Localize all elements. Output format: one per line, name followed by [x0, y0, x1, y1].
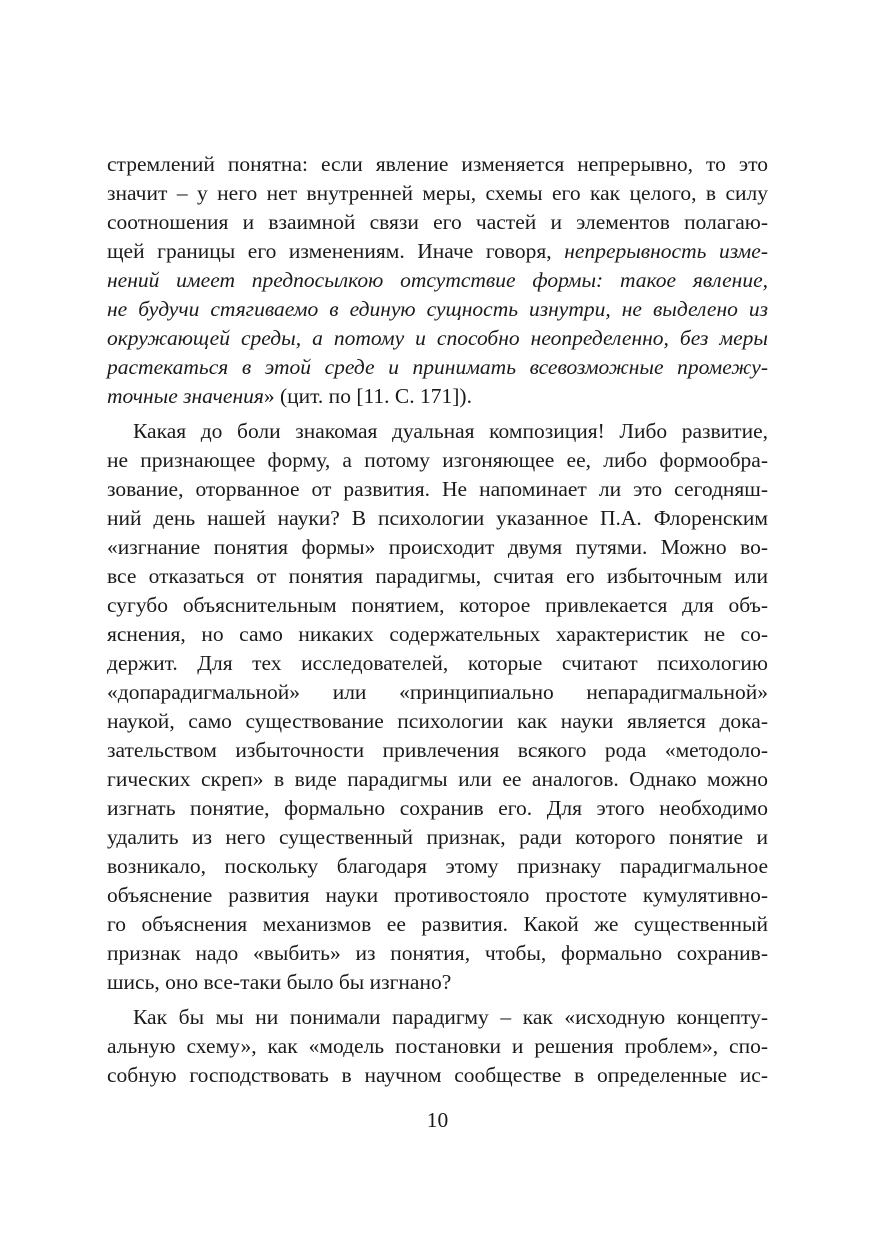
text-line [107, 324, 768, 353]
text-segment: наукой, само существование психологии как науки является дока- [107, 709, 768, 733]
text-line [107, 794, 768, 823]
italic-text: окружающей среды, а потому и способно неопределенно, без меры [107, 326, 768, 350]
text-line [107, 504, 768, 533]
italic-text: точные значения [107, 384, 264, 408]
text-line [107, 1003, 768, 1032]
italic-text: непрерывность изме- [564, 239, 768, 263]
text-segment: ний день нашей науки? В психологии указанное П.А. Флоренским [107, 506, 768, 530]
text-line [107, 475, 768, 504]
text-line [107, 707, 768, 736]
text-line [107, 533, 768, 562]
text-segment: зование, оторванное от развития. Не напоминает ли это сегодняш- [107, 477, 768, 501]
page-number: 10 [426, 1108, 449, 1132]
text-segment: зательством избыточности привлечения всякого рода «методоло- [107, 738, 768, 762]
text-segment: Как бы мы ни понимали парадигму – как «исходную концепту- [133, 1005, 768, 1029]
text-segment: сугубо объяснительным понятием, которое привлекается для объ- [107, 593, 768, 617]
text-segment: удалить из него существенный признак, ради которого понятие и [107, 825, 768, 849]
page-body [107, 150, 768, 1090]
text-segment: яснения, но само никаких содержательных характеристик не со- [107, 622, 768, 646]
text-line [107, 765, 768, 794]
text-line [107, 237, 768, 266]
text-segment: стремлений понятна: если явление изменяется непрерывно, то это [107, 152, 768, 176]
italic-text: растекаться в этой среде и принимать всевозможные промежу- [107, 355, 768, 379]
text-line [107, 1032, 768, 1061]
text-line [107, 939, 768, 968]
text-segment: альную схему», как «модель постановки и решения проблем», спо- [107, 1034, 768, 1058]
text-line [107, 562, 768, 591]
text-segment: соотношения и взаимной связи его частей и элементов полагаю- [107, 210, 768, 234]
text-line [107, 1061, 768, 1090]
text-line [107, 881, 768, 910]
text-line [107, 295, 768, 324]
text-segment: не признающее форму, а потому изгоняющее ее, либо формообра- [107, 448, 768, 472]
text-line [107, 266, 768, 295]
text-line [107, 208, 768, 237]
text-segment: изгнать понятие, формально сохранив его. Для этого необходимо [107, 796, 768, 820]
text-segment: «допарадигмальной» или «принципиально непарадигмальной» [107, 680, 768, 704]
text-line [107, 678, 768, 707]
text-segment: признак надо «выбить» из понятия, чтобы, формально сохранив- [107, 941, 768, 965]
text-line [107, 852, 768, 881]
italic-text: не будучи стягиваемо в единую сущность изнутри, не выделено из [107, 297, 768, 321]
text-segment: собную господствовать в научном сообществе в определенные ис- [107, 1063, 768, 1087]
text-segment: шись, оно все-таки было бы изгнано? [107, 970, 452, 994]
text-segment: объяснение развития науки противостояло простоте кумулятивно- [107, 883, 768, 907]
text-segment: Какая до боли знакомая дуальная композиция! Либо развитие, [133, 419, 768, 443]
text-segment: держит. Для тех исследователей, которые считают психологию [107, 651, 768, 675]
text-line [107, 910, 768, 939]
text-line [107, 968, 768, 997]
text-line [107, 736, 768, 765]
text-segment: гических скреп» в виде парадигмы или ее аналогов. Однако можно [107, 767, 768, 791]
text-segment: » (цит. по [11. С. 171]). [263, 384, 472, 408]
text-segment: возникало, поскольку благодаря этому признаку парадигмальное [107, 854, 768, 878]
text-segment: значит – у него нет внутренней меры, схемы его как целого, в силу [107, 181, 768, 205]
text-line [107, 823, 768, 852]
text-line [107, 179, 768, 208]
text-segment: го объяснения механизмов ее развития. Какой же существенный [107, 912, 768, 936]
text-line [107, 649, 768, 678]
text-line [107, 150, 768, 179]
italic-text: нений имеет предпосылкою отсутствие формы: такое явление, [107, 268, 768, 292]
text-segment: «изгнание понятия формы» происходит двумя путями. Можно во- [107, 535, 768, 559]
text-segment: все отказаться от понятия парадигмы, считая его избыточным или [107, 564, 768, 588]
text-line [107, 417, 768, 446]
text-line [107, 446, 768, 475]
text-line [107, 382, 768, 411]
text-line [107, 353, 768, 382]
text-line [107, 620, 768, 649]
text-line [107, 591, 768, 620]
text-segment: щей границы его изменениям. Иначе говоря, [107, 239, 565, 263]
